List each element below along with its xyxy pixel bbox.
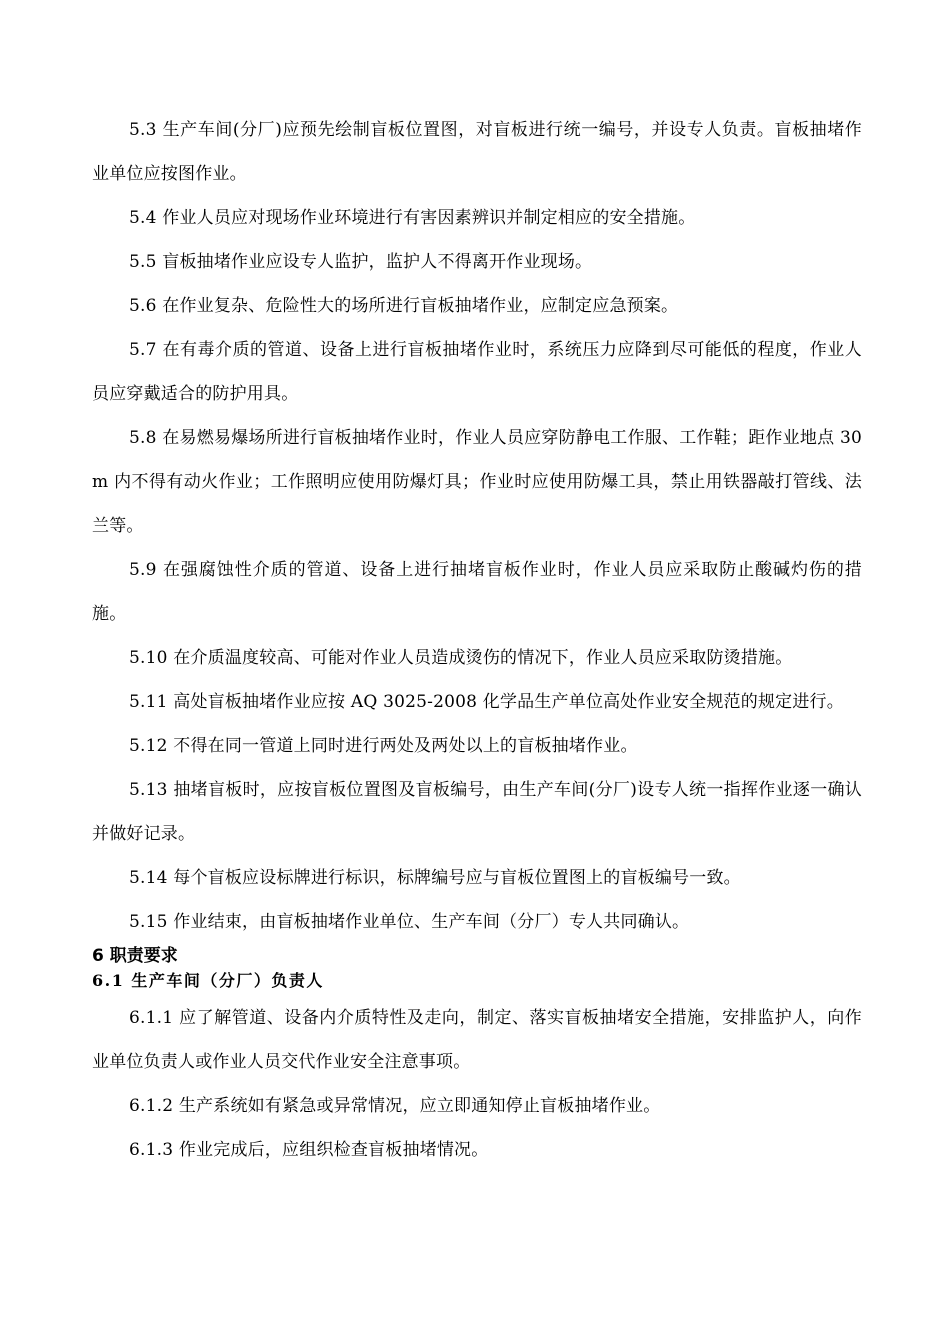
paragraph-5-8: 5.8 在易燃易爆场所进行盲板抽堵作业时，作业人员应穿防静电工作服、工作鞋；距作业地点 30 m 内不得有动火作业；工作照明应使用防爆灯具；作业时应使用防爆工具，禁止用铁器敲打管线、法兰等。 [92,428,862,536]
paragraph-5-11: 5.11 高处盲板抽堵作业应按 AQ 3025-2008 化学品生产单位高处作业安全规范的规定进行。 [129,692,844,712]
paragraph-5-9: 5.9 在强腐蚀性介质的管道、设备上进行抽堵盲板作业时，作业人员应采取防止酸碱灼伤的措施。 [92,560,862,624]
paragraph-5-10: 5.10 在介质温度较高、可能对作业人员造成烫伤的情况下，作业人员应采取防烫措施。 [129,648,793,668]
paragraph-5-15: 5.15 作业结束，由盲板抽堵作业单位、生产车间（分厂）专人共同确认。 [129,912,690,932]
paragraph-6-1-1: 6.1.1 应了解管道、设备内介质特性及走向，制定、落实盲板抽堵安全措施，安排监护人，向作业单位负责人或作业人员交代作业安全注意事项。 [92,1008,862,1072]
document-page [92,108,862,1172]
paragraph-5-4: 5.4 作业人员应对现场作业环境进行有害因素辨识并制定相应的安全措施。 [129,208,696,228]
paragraph-5-3: 5.3 生产车间(分厂)应预先绘制盲板位置图，对盲板进行统一编号，并设专人负责。盲板抽堵作业单位应按图作业。 [92,120,862,184]
paragraph-5-13: 5.13 抽堵盲板时，应按盲板位置图及盲板编号，由生产车间(分厂)设专人统一指挥作业逐一确认并做好记录。 [92,780,862,844]
paragraph-6-1-2: 6.1.2 生产系统如有紧急或异常情况，应立即通知停止盲板抽堵作业。 [129,1096,661,1116]
paragraph-5-6: 5.6 在作业复杂、危险性大的场所进行盲板抽堵作业，应制定应急预案。 [129,296,679,316]
paragraph-5-5: 5.5 盲板抽堵作业应设专人监护，监护人不得离开作业现场。 [129,252,593,272]
subsection-heading-6-1: 6.1 生产车间（分厂）负责人 [92,971,324,990]
section-heading-6: 6 职责要求 [92,946,178,966]
paragraph-5-12: 5.12 不得在同一管道上同时进行两处及两处以上的盲板抽堵作业。 [129,736,638,756]
paragraph-5-14: 5.14 每个盲板应设标牌进行标识，标牌编号应与盲板位置图上的盲板编号一致。 [129,868,741,888]
paragraph-5-7: 5.7 在有毒介质的管道、设备上进行盲板抽堵作业时，系统压力应降到尽可能低的程度，作业人员应穿戴适合的防护用具。 [92,340,862,404]
paragraph-6-1-3: 6.1.3 作业完成后，应组织检查盲板抽堵情况。 [129,1140,489,1160]
